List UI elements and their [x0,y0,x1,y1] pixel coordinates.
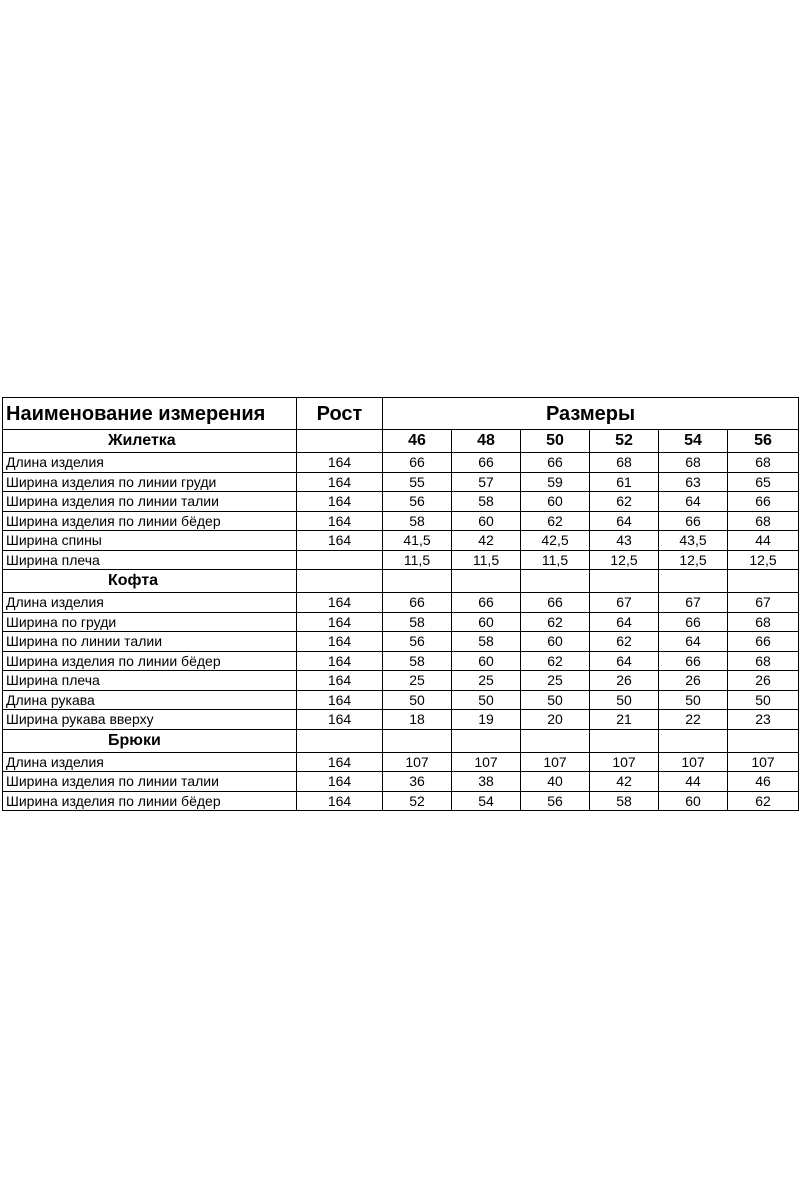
size-column-label [521,570,590,593]
size-value: 107 [383,752,452,772]
size-value: 64 [659,632,728,652]
height-value: 164 [297,593,383,613]
size-chart-body [3,398,799,811]
size-value: 64 [590,612,659,632]
size-value: 61 [590,472,659,492]
size-value: 67 [590,593,659,613]
table-row [3,752,799,772]
table-row [3,593,799,613]
table-row [3,612,799,632]
section-title: Жилетка [3,430,297,453]
size-column-label [452,570,521,593]
size-value: 56 [383,492,452,512]
table-row [3,550,799,570]
table-header-row [3,398,799,430]
measurement-name: Ширина изделия по линии талии [3,772,297,792]
size-value: 52 [383,791,452,811]
size-value: 42 [452,531,521,551]
size-value: 12,5 [590,550,659,570]
size-value: 60 [452,612,521,632]
size-value: 60 [521,492,590,512]
size-value: 23 [728,710,799,730]
section-header-row [3,430,799,453]
size-column-label [728,570,799,593]
size-value: 26 [728,671,799,691]
size-value: 68 [728,511,799,531]
size-value: 66 [383,593,452,613]
size-value: 66 [728,632,799,652]
size-value: 12,5 [728,550,799,570]
size-value: 107 [590,752,659,772]
size-value: 66 [659,651,728,671]
size-value: 64 [590,651,659,671]
size-column-label [590,570,659,593]
size-value: 68 [728,651,799,671]
size-value: 66 [452,453,521,473]
size-value: 50 [590,690,659,710]
size-value: 12,5 [659,550,728,570]
size-value: 22 [659,710,728,730]
size-value: 66 [659,511,728,531]
measurement-name: Ширина изделия по линии бёдер [3,791,297,811]
table-row [3,453,799,473]
height-value: 164 [297,472,383,492]
measurement-name: Длина рукава [3,690,297,710]
size-value: 62 [590,492,659,512]
size-column-label [452,729,521,752]
size-value: 25 [452,671,521,691]
size-value: 55 [383,472,452,492]
table-row [3,690,799,710]
size-column-label: 54 [659,430,728,453]
table-row [3,710,799,730]
size-value: 66 [383,453,452,473]
size-value: 107 [728,752,799,772]
size-value: 58 [590,791,659,811]
height-value: 164 [297,612,383,632]
size-value: 20 [521,710,590,730]
size-column-label: 48 [452,430,521,453]
size-chart-table [2,397,799,811]
measurement-name: Ширина изделия по линии груди [3,472,297,492]
size-column-label: 50 [521,430,590,453]
size-value: 11,5 [383,550,452,570]
measurement-name: Ширина по линии талии [3,632,297,652]
height-value: 164 [297,492,383,512]
size-value: 19 [452,710,521,730]
height-value: 164 [297,511,383,531]
size-value: 56 [383,632,452,652]
size-value: 36 [383,772,452,792]
size-value: 62 [521,612,590,632]
size-value: 66 [659,612,728,632]
size-column-label [383,729,452,752]
height-value: 164 [297,690,383,710]
size-value: 68 [590,453,659,473]
size-column-label [590,729,659,752]
section-height-cell [297,570,383,593]
height-value: 164 [297,671,383,691]
height-value: 164 [297,632,383,652]
size-value: 56 [521,791,590,811]
table-row [3,632,799,652]
size-value: 64 [590,511,659,531]
size-value: 11,5 [521,550,590,570]
size-value: 46 [728,772,799,792]
size-value: 42,5 [521,531,590,551]
size-value: 38 [452,772,521,792]
size-value: 42 [590,772,659,792]
size-value: 107 [521,752,590,772]
table-row [3,671,799,691]
size-value: 21 [590,710,659,730]
size-value: 62 [521,511,590,531]
height-value: 164 [297,791,383,811]
section-header-row [3,570,799,593]
section-height-cell [297,430,383,453]
size-value: 50 [521,690,590,710]
size-value: 50 [383,690,452,710]
table-row [3,511,799,531]
size-column-label [659,570,728,593]
size-column-label: 56 [728,430,799,453]
size-value: 50 [659,690,728,710]
size-value: 50 [728,690,799,710]
size-value: 68 [659,453,728,473]
size-value: 68 [728,453,799,473]
size-column-label [383,570,452,593]
size-value: 26 [659,671,728,691]
size-column-label [521,729,590,752]
size-value: 62 [521,651,590,671]
table-row [3,791,799,811]
section-header-row [3,729,799,752]
size-value: 60 [452,651,521,671]
table-row [3,772,799,792]
measurement-name: Длина изделия [3,453,297,473]
size-column-label [659,729,728,752]
size-value: 11,5 [452,550,521,570]
measurement-name: Ширина изделия по линии бёдер [3,651,297,671]
size-value: 107 [452,752,521,772]
header-height: Рост [297,398,383,430]
size-value: 50 [452,690,521,710]
size-value: 66 [521,593,590,613]
size-value: 26 [590,671,659,691]
size-value: 63 [659,472,728,492]
header-measurement-name: Наименование измерения [3,398,297,430]
size-column-label: 46 [383,430,452,453]
size-value: 66 [521,453,590,473]
size-value: 60 [659,791,728,811]
measurement-name: Ширина плеча [3,550,297,570]
table-row [3,651,799,671]
size-value: 67 [728,593,799,613]
size-value: 107 [659,752,728,772]
measurement-name: Ширина по груди [3,612,297,632]
height-value: 164 [297,651,383,671]
size-value: 58 [452,492,521,512]
measurement-name: Ширина плеча [3,671,297,691]
height-value [297,550,383,570]
size-column-label: 52 [590,430,659,453]
size-value: 62 [590,632,659,652]
size-value: 58 [452,632,521,652]
size-value: 44 [728,531,799,551]
size-value: 58 [383,612,452,632]
size-value: 66 [728,492,799,512]
size-value: 65 [728,472,799,492]
size-value: 62 [728,791,799,811]
size-value: 54 [452,791,521,811]
table-row [3,492,799,512]
measurement-name: Длина изделия [3,752,297,772]
measurement-name: Ширина спины [3,531,297,551]
size-value: 40 [521,772,590,792]
header-sizes: Размеры [383,398,799,430]
table-row [3,531,799,551]
size-column-label [728,729,799,752]
size-value: 67 [659,593,728,613]
section-title: Брюки [3,729,297,752]
size-value: 58 [383,511,452,531]
table-row [3,472,799,492]
height-value: 164 [297,710,383,730]
measurement-name: Длина изделия [3,593,297,613]
height-value: 164 [297,531,383,551]
size-value: 66 [452,593,521,613]
size-value: 44 [659,772,728,792]
size-value: 57 [452,472,521,492]
size-value: 58 [383,651,452,671]
size-value: 25 [521,671,590,691]
height-value: 164 [297,453,383,473]
size-value: 60 [452,511,521,531]
section-title: Кофта [3,570,297,593]
size-value: 59 [521,472,590,492]
size-value: 25 [383,671,452,691]
measurement-name: Ширина изделия по линии талии [3,492,297,512]
size-value: 68 [728,612,799,632]
height-value: 164 [297,772,383,792]
size-value: 64 [659,492,728,512]
size-value: 60 [521,632,590,652]
size-value: 18 [383,710,452,730]
size-value: 43,5 [659,531,728,551]
size-value: 43 [590,531,659,551]
measurement-name: Ширина рукава вверху [3,710,297,730]
size-value: 41,5 [383,531,452,551]
section-height-cell [297,729,383,752]
height-value: 164 [297,752,383,772]
measurement-name: Ширина изделия по линии бёдер [3,511,297,531]
